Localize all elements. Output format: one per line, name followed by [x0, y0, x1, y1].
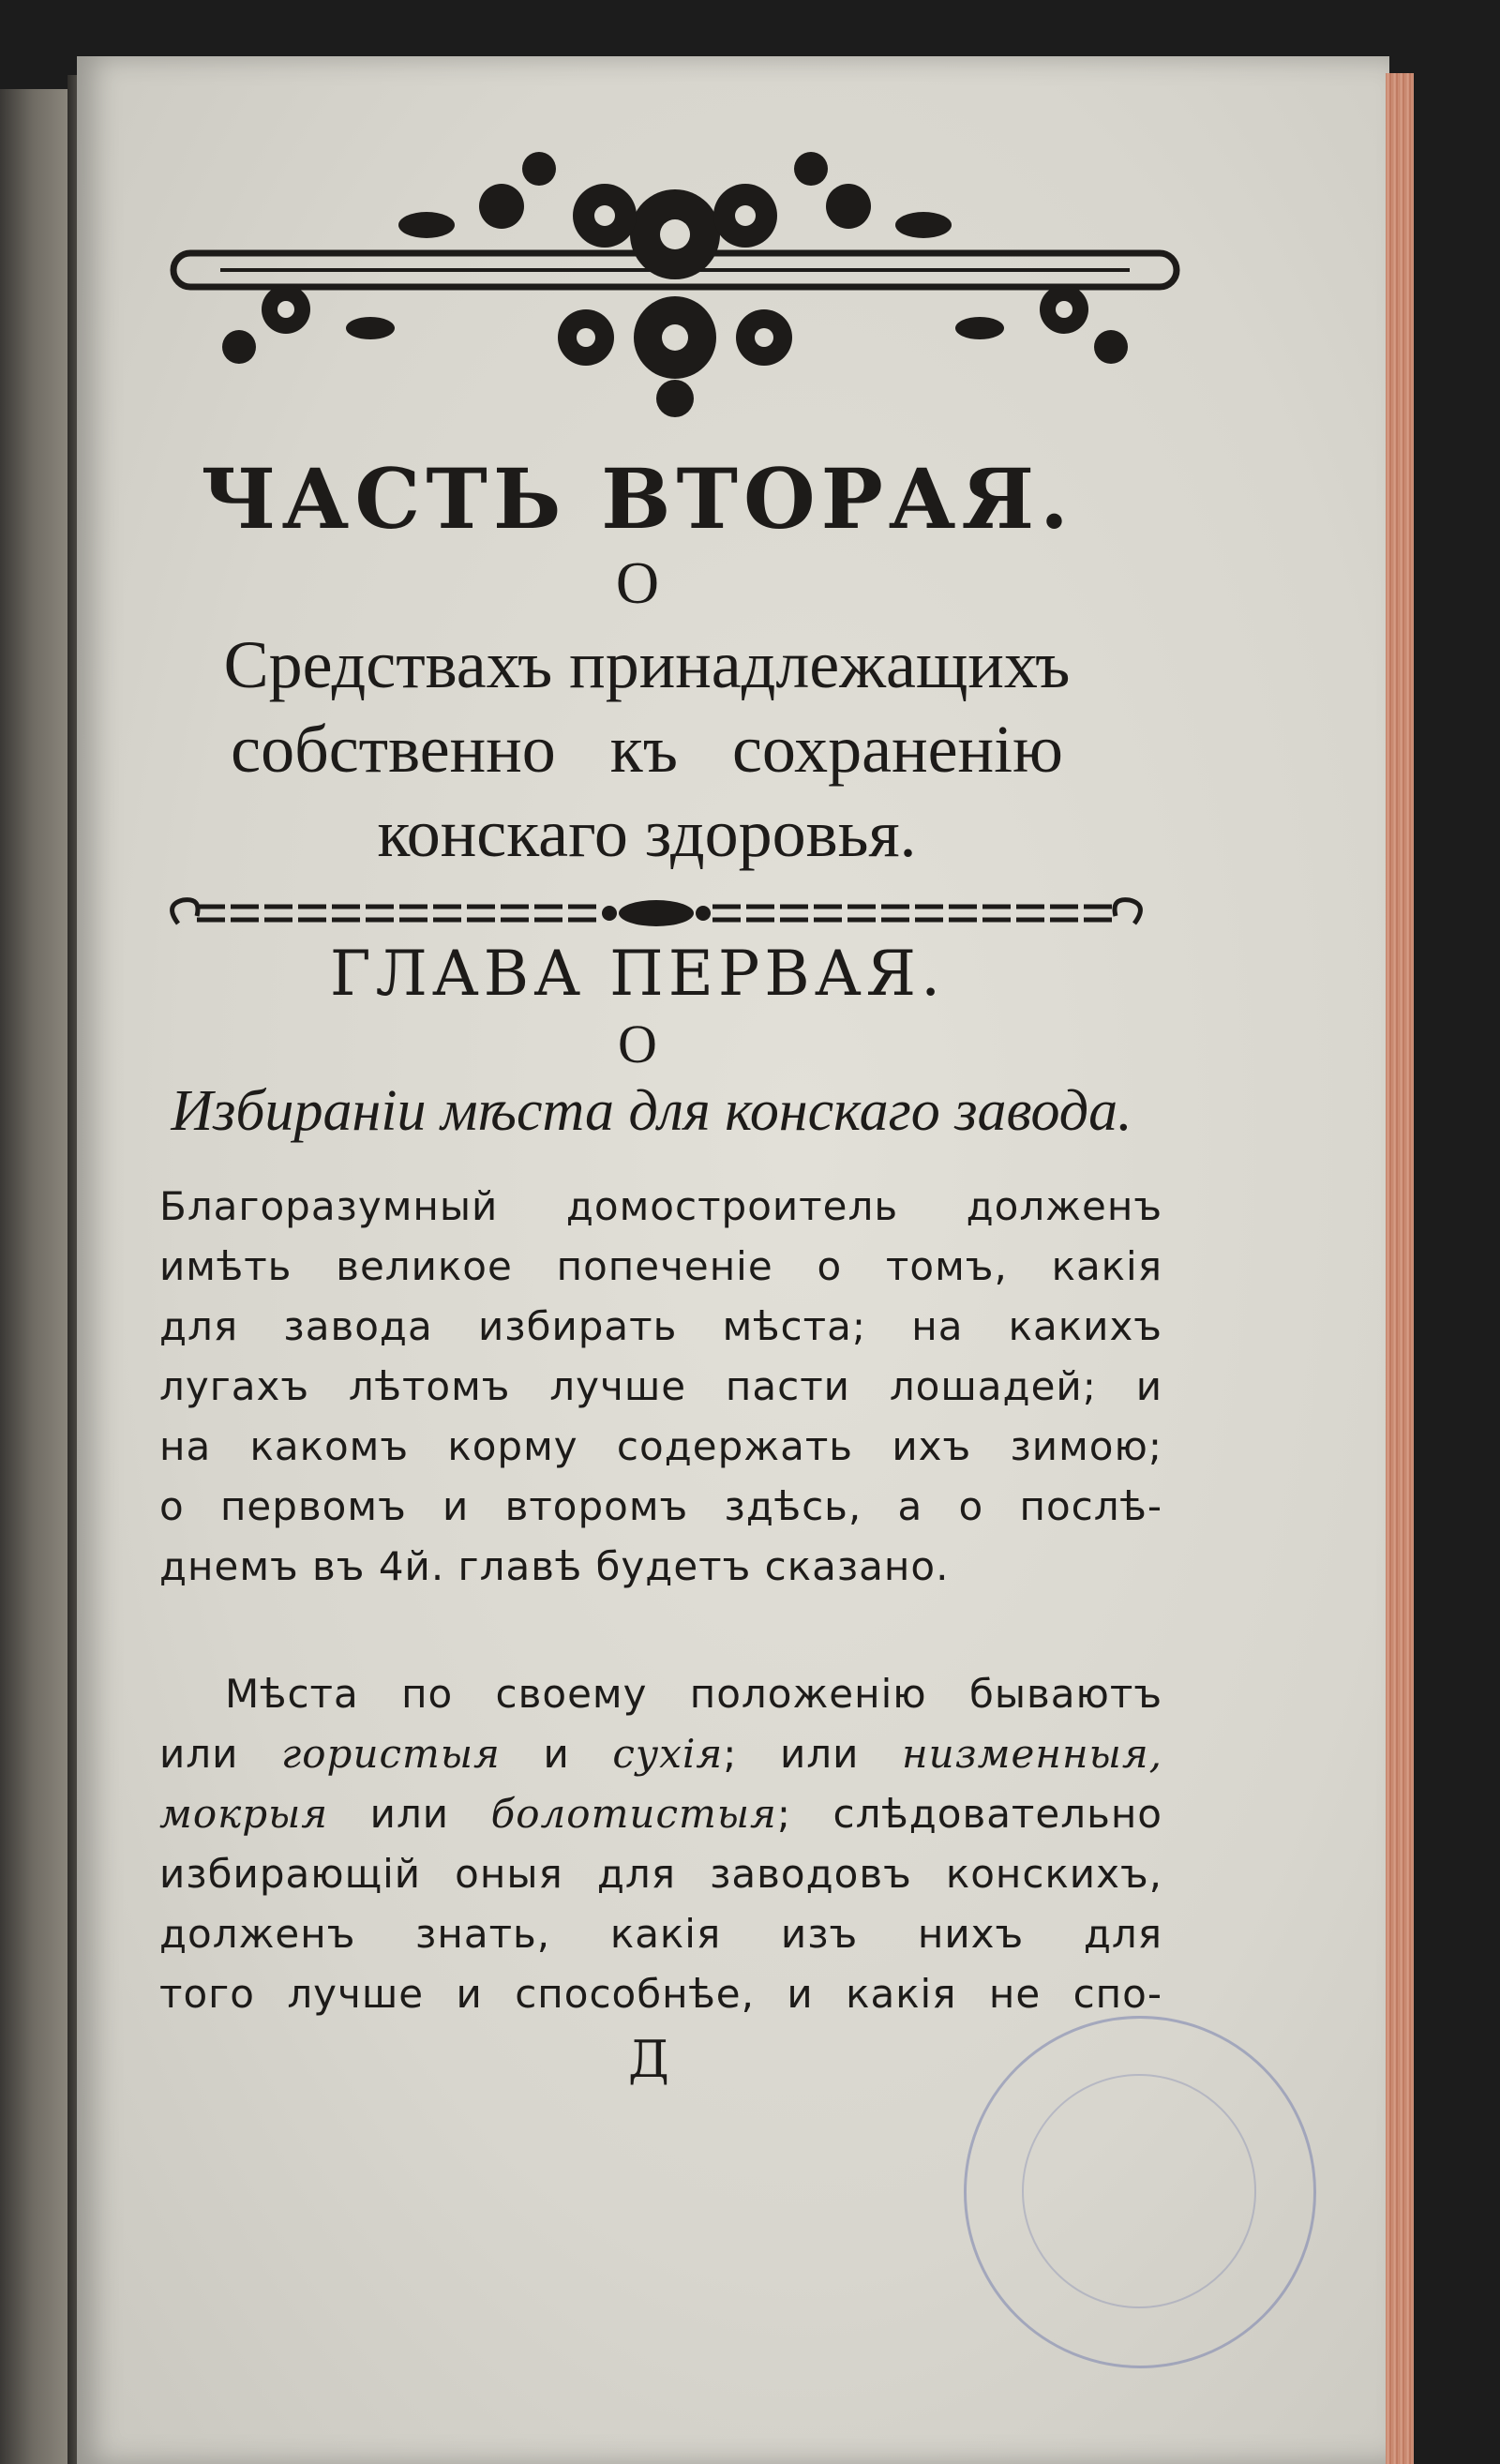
part-subtitle-line-3: конскаго здоровья. — [377, 796, 917, 871]
page-edges — [1386, 73, 1414, 2464]
paragraph-2-line-4: избирающiй оныя для заводовъ конскихъ, — [159, 1851, 1162, 1897]
chapter-title: ГЛАВА ПЕРВАЯ. — [329, 938, 946, 1010]
decorative-rule-icon — [159, 886, 1153, 942]
part-subtitle-line-1: Средствахъ принадлежащихъ — [223, 627, 1071, 702]
text-run: ; слѣдовательно — [776, 1791, 1162, 1837]
paragraph-1-line-1: Благоразумный домостроитель долженъ — [159, 1183, 1162, 1229]
italic-run: гористыя — [281, 1731, 501, 1777]
part-title: ЧАСТЬ ВТОРАЯ. — [201, 450, 1074, 548]
text-run: и — [500, 1731, 613, 1777]
paragraph-2-line-2 — [159, 1731, 1162, 1791]
paragraph-1-line-3: для завода избирать мѣста; на какихъ — [159, 1303, 1162, 1349]
paragraph-2-line-6: того лучше и способнѣе, и какiя не спо- — [159, 1971, 1162, 2017]
paragraph-1-line-6: о первомъ и второмъ здѣсь, а о послѣ- — [159, 1483, 1162, 1529]
paragraph-1-line-7: днемъ въ 4й. главѣ будетъ сказано. — [159, 1543, 950, 1589]
library-stamp-inner-icon — [1022, 2074, 1256, 2308]
paragraph-2 — [159, 1671, 1162, 2031]
paragraph-1-line-4: лугахъ лѣтомъ лучше пасти лошадей; и — [159, 1363, 1162, 1409]
paragraph-2-line-3 — [159, 1791, 1162, 1851]
text-run: или — [328, 1791, 491, 1837]
italic-run: болотистыя — [490, 1791, 777, 1837]
part-o: О — [615, 549, 660, 616]
paragraph-2-line-5: долженъ знать, какiя изъ нихъ для — [159, 1911, 1162, 1957]
paragraph-1-line-2: имѣть великое попеченiе о томъ, какiя — [159, 1243, 1162, 1289]
chapter-subtitle: Избиранiи мѣста для конскаго завода. — [171, 1079, 1132, 1143]
chapter-o: О — [618, 1014, 657, 1074]
paragraph-1-line-5: на какомъ корму содержать ихъ зимою; — [159, 1423, 1162, 1469]
italic-run: сухiя — [612, 1731, 724, 1777]
paragraph-1 — [159, 1183, 1162, 1603]
paragraph-2-line-1: Мѣста по своему положенiю бываютъ — [225, 1671, 1162, 1717]
text-run: ; или — [723, 1731, 902, 1777]
text-run: или — [159, 1731, 282, 1777]
catchword: Д — [628, 2030, 669, 2089]
italic-run: низменныя, — [902, 1731, 1162, 1777]
italic-run: мокрыя — [159, 1791, 329, 1837]
left-page-edge — [0, 89, 73, 2464]
floral-headpiece-icon — [164, 150, 1186, 422]
part-subtitle-line-2: собственно къ сохраненiю — [231, 712, 1063, 787]
